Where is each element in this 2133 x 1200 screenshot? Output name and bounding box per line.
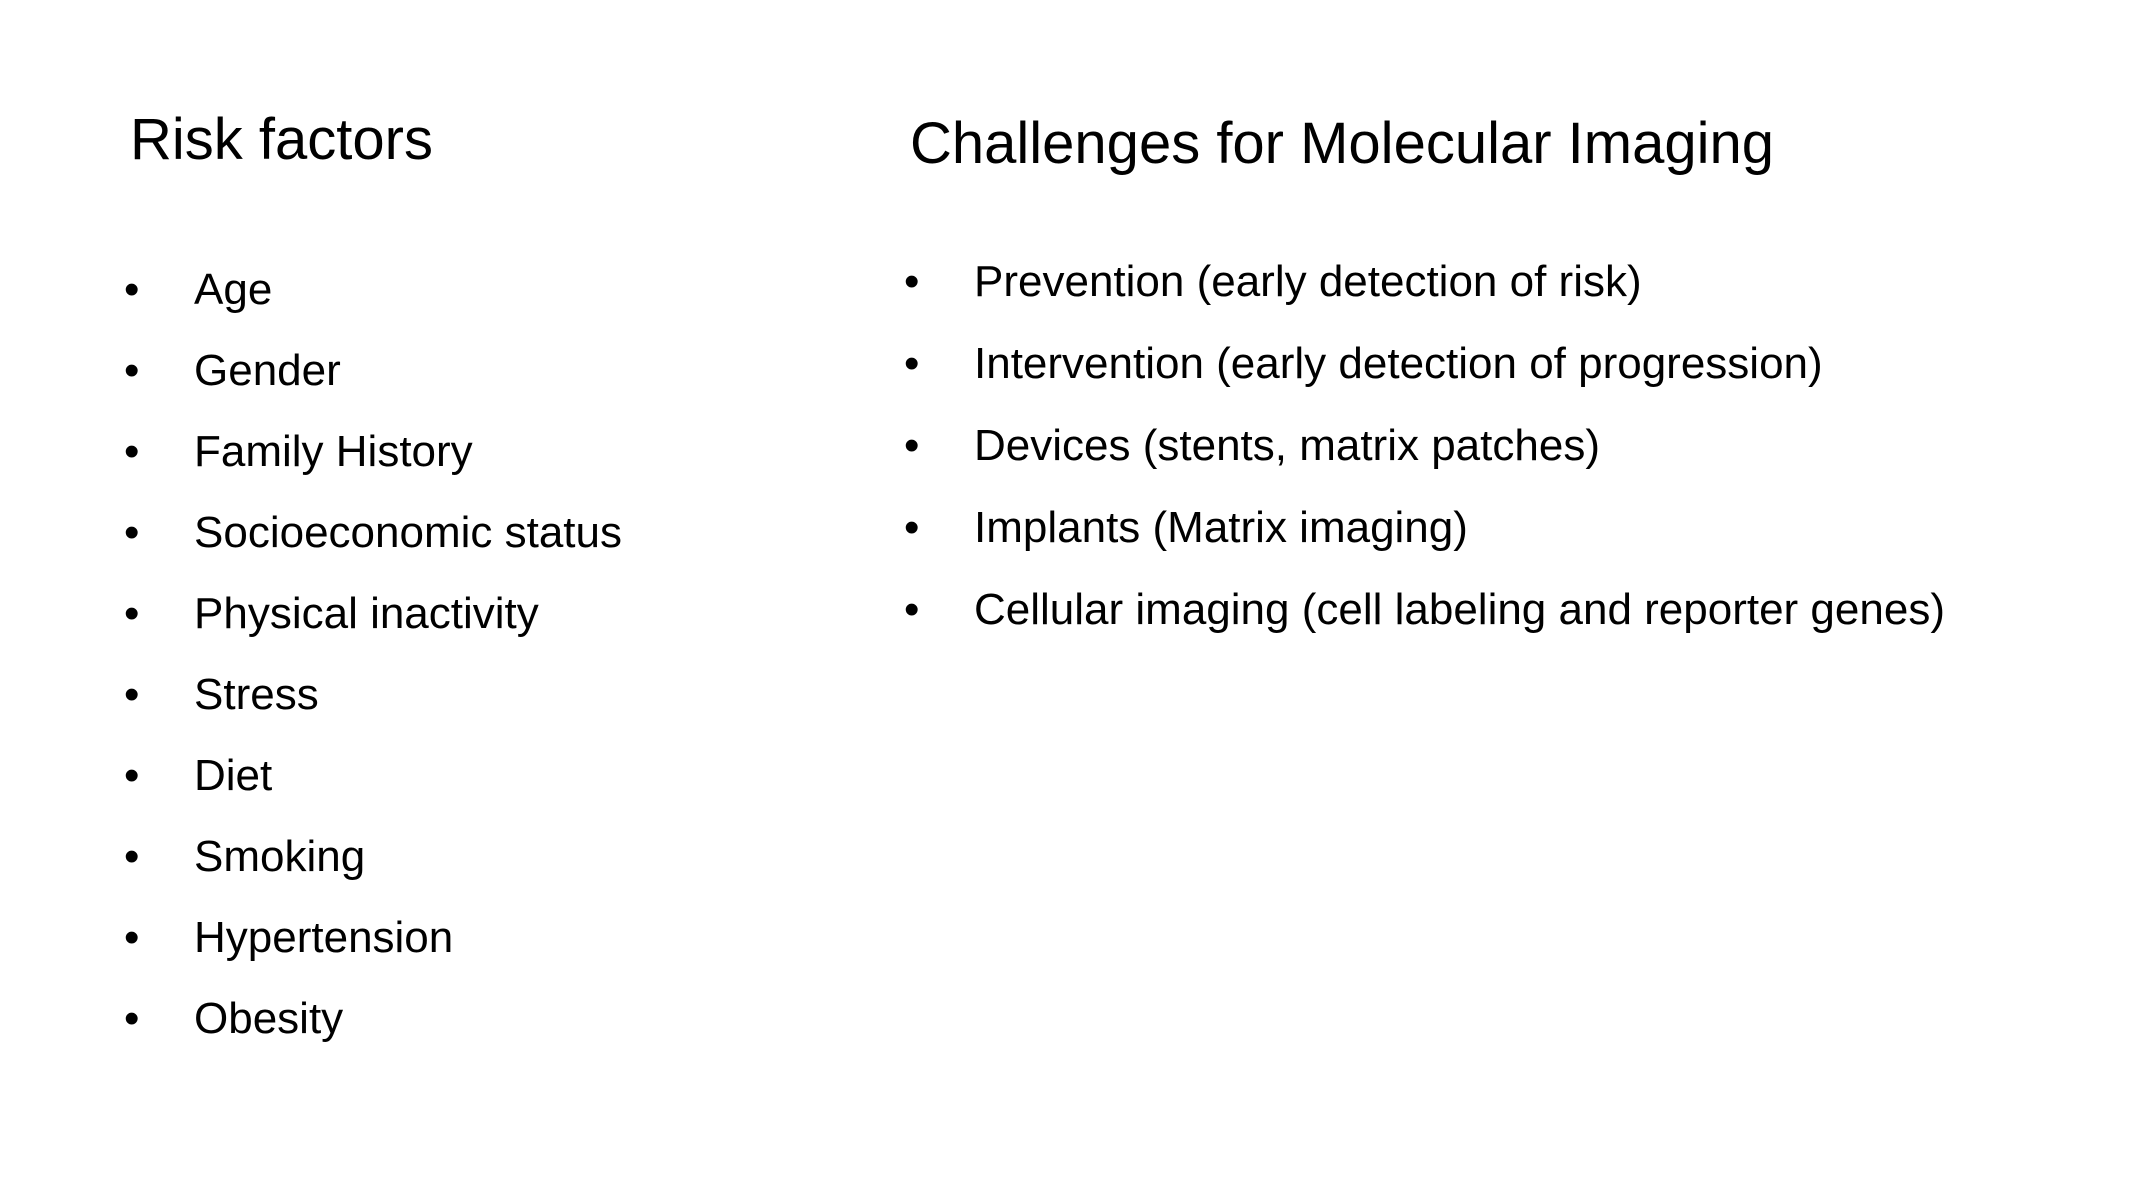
list-item [120,750,880,800]
list-item-label: Diet [194,750,273,800]
list-item-label: Age [194,264,273,314]
bullet-dot-icon: • [124,507,140,557]
list-item [120,588,880,638]
list-item [120,831,880,881]
list-item-label: Implants (Matrix imaging) [974,502,1468,552]
list-item-label: Physical inactivity [194,588,539,638]
bullet-dot-icon: • [904,338,920,388]
bullet-dot-icon: • [904,420,920,470]
list-item-label: Devices (stents, matrix patches) [974,420,1600,470]
list-item-label: Intervention (early detection of progression) [974,338,1823,388]
bullet-dot-icon: • [124,750,140,800]
bullet-dot-icon: • [904,256,920,306]
column-challenges [900,0,2080,670]
column-title-risk-factors: Risk factors [130,107,433,172]
bullet-dot-icon: • [124,264,140,314]
bullet-list-risk-factors [120,264,880,1043]
list-item [900,256,2080,306]
bullet-dot-icon: • [124,669,140,719]
bullet-dot-icon: • [904,502,920,552]
list-item [120,993,880,1043]
list-item-label: Family History [194,426,473,476]
column-risk-factors [120,0,880,1078]
list-item-label: Prevention (early detection of risk) [974,256,1642,306]
list-item-label: Cellular imaging (cell labeling and reporter genes) [974,584,1945,634]
bullet-dot-icon: • [124,831,140,881]
bullet-dot-icon: • [124,588,140,638]
list-item [900,502,2080,552]
bullet-dot-icon: • [124,426,140,476]
list-item-label: Stress [194,669,319,719]
list-item [120,669,880,719]
list-item [120,507,880,557]
bullet-dot-icon: • [124,345,140,395]
bullet-dot-icon: • [904,584,920,634]
list-item [120,345,880,395]
list-item [900,584,2080,634]
list-item [900,338,2080,388]
column-title-challenges: Challenges for Molecular Imaging [910,111,1774,176]
list-item-label: Smoking [194,831,366,881]
bullet-dot-icon: • [124,993,140,1043]
list-item [120,912,880,962]
list-item-label: Obesity [194,993,344,1043]
list-item-label: Hypertension [194,912,454,962]
bullet-dot-icon: • [124,912,140,962]
list-item [120,426,880,476]
list-item [120,264,880,314]
list-item-label: Socioeconomic status [194,507,622,557]
list-item [900,420,2080,470]
list-item-label: Gender [194,345,341,395]
bullet-list-challenges [900,256,2080,634]
